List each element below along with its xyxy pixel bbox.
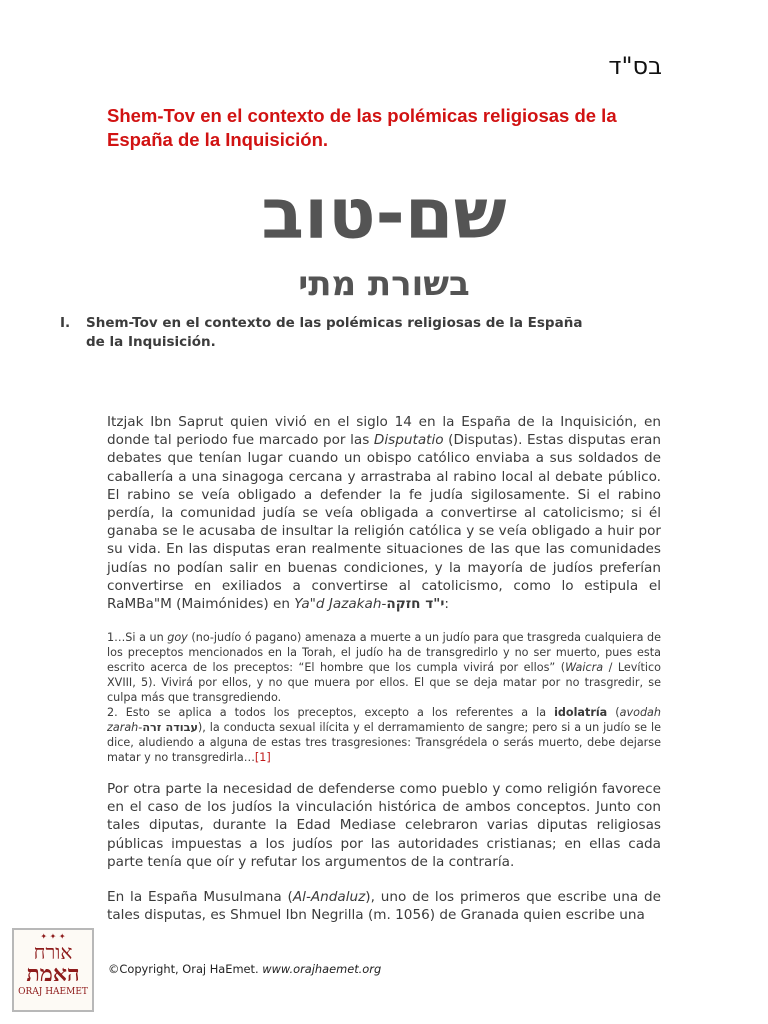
document-title: Shem-Tov en el contexto de las polémicas religiosas de la España de la Inquisición.	[107, 105, 617, 150]
paragraph-1-text: Itzjak Ibn Saprut quien vivió en el siglo 14 en la España de la Inquisición, en donde tal periodo fue marcado por las	[107, 414, 661, 449]
footnote-link[interactable]: [1]	[254, 751, 271, 764]
quote-item-2	[107, 705, 661, 765]
paragraph-1-end: :	[444, 596, 449, 613]
hebrew-term: י"ד חזקה	[386, 596, 445, 613]
copyright-footer	[108, 962, 381, 976]
crown-icon: ✦ ✦ ✦	[40, 932, 66, 941]
goy-term: goy	[167, 631, 188, 644]
quote-text: 1…Si a un	[107, 631, 168, 644]
hebrew-term: עבודה זרה	[142, 721, 198, 734]
disputatio-term: Disputatio	[373, 432, 444, 449]
dash: -	[138, 721, 143, 734]
hebrew-subtitle: בשורת מתי	[298, 264, 470, 304]
paragraph-1	[107, 413, 661, 613]
paragraph-3-text-cont: ), uno de los primeros que escribe una de tales disputas, es Shmuel Ibn Negrilla (m. 1056) de Granada quien escribe una	[107, 889, 662, 924]
section-heading	[60, 314, 600, 352]
logo-line-3: ORAJ HAEMET	[18, 987, 88, 997]
section-number: I.	[60, 315, 71, 331]
dash: -	[381, 596, 387, 613]
paragraph-3-text: En la España Musulmana (	[107, 889, 293, 905]
yad-jazakah-term: Ya"d Jazakah	[294, 596, 382, 613]
website-link[interactable]: www.orajhaemet.org	[262, 962, 382, 976]
waicra-term: Waicra	[565, 661, 604, 674]
quote-text: / Levítico XVIII, 5). Vivirá por ellos, y no que muera por ellos. El que se deja matar por no trasgredir, se culpa más que transgrediendo.	[107, 661, 661, 704]
bsd-header: בס"ד	[608, 52, 662, 80]
hebrew-title: שם-טוב	[261, 173, 507, 255]
quote-text: 2. Esto se aplica a todos los preceptos, excepto a los referentes a la	[107, 706, 555, 719]
paragraph-1-text-cont: (Disputas). Estas disputas eran debates que tenían lugar cuando un obispo católico enviaba a sus soldados de caballería a una sinagoga cercana y arrastraba al rabino local al debate público. El rabino se veía obligado a defender la fe judía sigilosamente. Si el rabino perdía, la comunidad judía se veía obligada a convertirse al catolicismo; si él ganaba se le acusaba de insultar la religión católica y se veía obligado a huir por su vida. En las disputas eran realmente situaciones de las que las comunidades judías no podían salir en buenas condiciones, y la mayoría de judíos preferían convertirse en exiliados a convertirse al catolicismo, como lo estipula el RaMBa"M (Maimónides) en	[107, 432, 662, 613]
paragraph-3	[107, 888, 661, 924]
oraj-haemet-logo	[12, 928, 94, 1012]
quote-item-1	[107, 630, 661, 705]
idolatria-term: idolatría	[554, 706, 608, 719]
paragraph-2: Por otra parte la necesidad de defenderse como pueblo y como religión favorece en el caso de los judíos la vinculación histórica de ambos conceptos. Junto con tales diputas, durante la Edad Mediase celebraron varias diputas religiosas públicas impuestas a los judíos por las autoridades cristianas; en ellas cada parte tenía que oír y refutar los argumentos de la contraría.	[107, 781, 661, 870]
avodah-zarah-term: avodah zarah	[107, 706, 661, 734]
logo-line-1: אורח	[33, 940, 73, 964]
al-andaluz-term: Al-Andaluz	[292, 889, 366, 905]
maimonides-quote	[107, 630, 661, 765]
section-title: Shem-Tov en el contexto de las polémicas religiosas de la España de la Inquisición.	[86, 315, 583, 350]
logo-line-2: האמת	[26, 961, 80, 987]
copyright-text: ©Copyright, Oraj HaEmet.	[108, 962, 263, 976]
quote-text: ), la conducta sexual ilícita y el derramamiento de sangre; pero si a un judío se le dice, aludiendo a alguna de estas tres trasgresiones: Transgrédela o serás muerto, debe dejarse matar y no transgredirla…	[107, 721, 661, 764]
quote-text: (	[607, 706, 620, 719]
quote-text: (no-judío ó pagano) amenaza a muerte a un judío para que trasgreda cualquiera de los preceptos mencionados en la Torah, el judío ha de transgredirlo y no ser muerto, pues esta escrito acerca de los preceptos: “El hombre que los cumpla vivirá por ellos” (	[107, 631, 661, 674]
